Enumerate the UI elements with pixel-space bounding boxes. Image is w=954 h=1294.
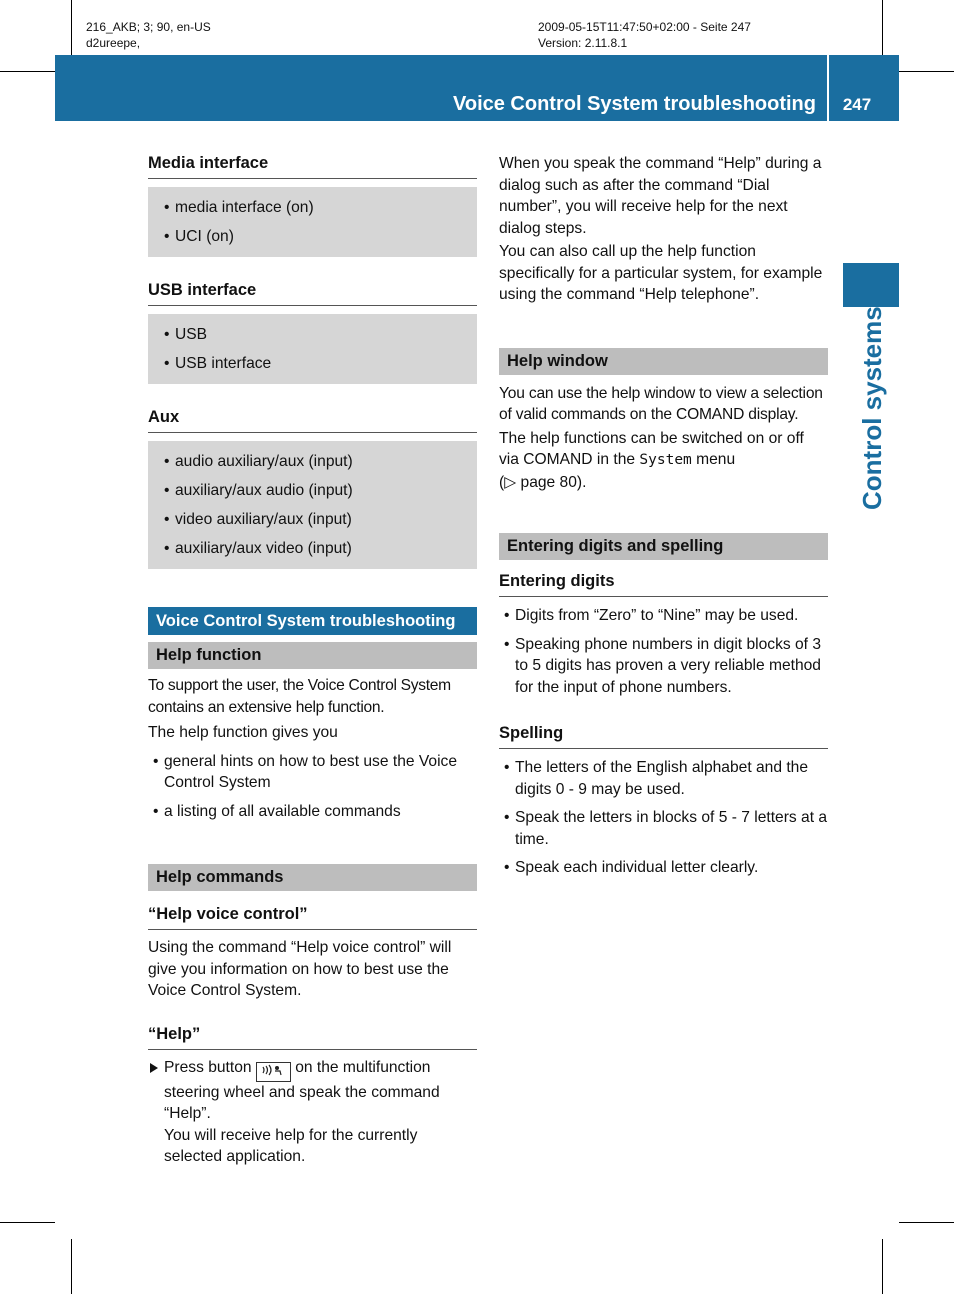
bullet-item: • The letters of the English alphabet and the digits 0 - 9 may be used.	[499, 757, 828, 800]
left-column	[148, 152, 477, 1168]
step-text: Press button	[164, 1058, 252, 1076]
section-title: Voice Control System troubleshooting	[148, 607, 477, 635]
crop-mark	[899, 71, 954, 72]
subheading: “Help”	[148, 1023, 477, 1050]
bullet-item: • a listing of all available commands	[148, 801, 477, 823]
section-heading: USB interface	[148, 279, 477, 306]
command-item: • USB	[159, 320, 477, 349]
command-box	[148, 441, 477, 569]
bullet-item: • Speak the letters in blocks of 5 - 7 letters at a time.	[499, 807, 828, 850]
crop-mark	[882, 1239, 883, 1294]
bullet-item: • Digits from “Zero” to “Nine” may be used.	[499, 605, 828, 627]
bullet-item: • Speak each individual letter clearly.	[499, 857, 828, 879]
command-box	[148, 314, 477, 384]
crop-mark	[0, 71, 55, 72]
voice-button-icon	[256, 1062, 291, 1082]
meta-line: Version: 2.11.8.1	[538, 36, 628, 50]
text: menu	[696, 451, 736, 468]
command-item: • video auxiliary/aux (input)	[159, 505, 477, 534]
instruction-step	[148, 1057, 477, 1168]
right-column	[499, 153, 828, 879]
meta-line: 216_AKB; 3; 90, en-US	[86, 20, 211, 34]
crop-mark	[899, 1222, 954, 1223]
print-meta-right	[538, 19, 751, 51]
meta-line: d2ureepe,	[86, 36, 141, 50]
paragraph: Using the command “Help voice control” will give you information on how to best use the Voice Control System.	[148, 939, 452, 999]
subsection-title: Help window	[499, 348, 828, 375]
crop-mark	[882, 0, 883, 55]
step-result: You will receive help for the currently selected application.	[164, 1126, 418, 1165]
text: The help functions can be switched on or off via COMAND in the	[499, 429, 804, 468]
section-heading: Aux	[148, 406, 477, 433]
step-text: on the multifunction steering wheel and speak the command “Help”.	[164, 1058, 440, 1122]
command-box	[148, 187, 477, 257]
paragraph: You can also call up the help function specifically for a particular system, for example using the command “Help telephone”.	[499, 243, 823, 303]
subheading: Entering digits	[499, 570, 828, 597]
command-item: • auxiliary/aux audio (input)	[159, 476, 477, 505]
command-item: • media interface (on)	[159, 193, 477, 222]
command-item: • audio auxiliary/aux (input)	[159, 447, 477, 476]
chapter-label: Control systems	[857, 306, 887, 510]
subheading: Spelling	[499, 722, 828, 749]
command-item: • USB interface	[159, 349, 477, 378]
subsection-title: Entering digits and spelling	[499, 533, 828, 560]
bullet-item: • Speaking phone numbers in digit blocks of 3 to 5 digits has proven a very reliable method for the input of phone numbers.	[499, 634, 828, 699]
paragraph: You can use the help window to view a selection of valid commands on the COMAND display.	[499, 384, 823, 423]
paragraph: To support the user, the Voice Control System contains an extensive help function.	[148, 677, 451, 716]
crop-mark	[71, 1239, 72, 1294]
crop-mark	[71, 0, 72, 55]
page-number: 247	[842, 95, 872, 114]
meta-line: 2009-05-15T11:47:50+02:00 - Seite 247	[538, 20, 751, 34]
print-meta-left	[86, 19, 211, 51]
bullet-item: • general hints on how to best use the Voice Control System	[148, 751, 477, 794]
menu-name: System	[639, 452, 692, 468]
page-title: Voice Control System troubleshooting	[453, 93, 816, 115]
command-item: • auxiliary/aux video (input)	[159, 534, 477, 563]
subheading: “Help voice control”	[148, 903, 477, 930]
command-item: • UCI (on)	[159, 222, 477, 251]
paragraph	[499, 428, 828, 494]
subsection-title: Help commands	[148, 864, 477, 891]
crop-mark	[0, 1222, 55, 1223]
paragraph: When you speak the command “Help” during a dialog such as after the command “Dial number”, you will receive help for the next dialog steps.	[499, 155, 822, 237]
section-heading: Media interface	[148, 152, 477, 179]
page-reference: (▷ page 80).	[499, 473, 587, 491]
paragraph: The help function gives you	[148, 724, 338, 741]
subsection-title: Help function	[148, 642, 477, 669]
